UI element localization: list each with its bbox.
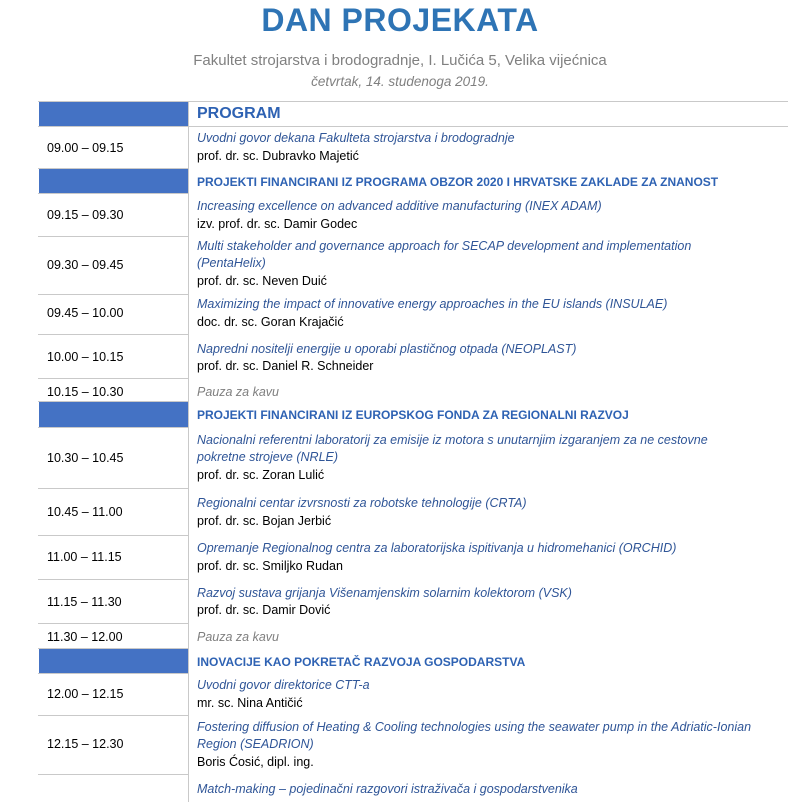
talk-title: Razvoj sustava grijanja Višenamjenskim solarnim kolektorom (VSK) — [197, 586, 572, 600]
row-line — [38, 579, 188, 580]
time-slot: 11.00 – 11.15 — [47, 550, 122, 564]
row-line — [38, 623, 188, 624]
section-title-efrr: PROJEKTI FINANCIRANI IZ EUROPSKOG FONDA ZA REGIONALNI RAZVOJ — [197, 408, 629, 422]
row-line — [38, 236, 188, 237]
section-bar — [39, 169, 188, 193]
event-date: četvrtak, 14. studenoga 2019. — [311, 74, 489, 89]
coffee-break: Pauza za kavu — [197, 385, 279, 399]
talk-title: Regionalni centar izvrsnosti za robotske tehnologije (CRTA) — [197, 496, 527, 510]
time-slot: 10.00 – 10.15 — [47, 350, 124, 364]
time-slot: 09.00 – 09.15 — [47, 141, 124, 155]
talk-speaker: prof. dr. sc. Neven Duić — [197, 274, 327, 288]
event-title: DAN PROJEKATA — [261, 2, 539, 38]
time-slot: 10.15 – 10.30 — [47, 385, 124, 399]
talk-title: Increasing excellence on advanced additive manufacturing (INEX ADAM) — [197, 199, 602, 213]
column-divider — [188, 102, 189, 802]
talk-title: Uvodni govor dekana Fakulteta strojarstva i brodogradnje — [197, 131, 515, 145]
row-line — [38, 334, 188, 335]
time-slot: 10.30 – 10.45 — [47, 451, 124, 465]
talk-title: Maximizing the impact of innovative energy approaches in the EU islands (INSULAE) — [197, 297, 668, 311]
section-title-obzor: PROJEKTI FINANCIRANI IZ PROGRAMA OBZOR 2020 I HRVATSKE ZAKLADE ZA ZNANOST — [197, 175, 719, 189]
section-title-inovacije: INOVACIJE KAO POKRETAČ RAZVOJA GOSPODARSTVA — [197, 655, 526, 669]
talk-title: Nacionalni referentni laboratorij za emisije iz motora s unutarnjim izgaranjem za ne cestovne pokretne strojeve (NRLE) — [197, 433, 708, 464]
talk-speaker: prof. dr. sc. Damir Dović — [197, 603, 331, 617]
talk-speaker: Boris Ćosić, dipl. ing. — [197, 755, 314, 769]
row-line — [38, 294, 188, 295]
row-line — [38, 715, 188, 716]
talk-title: Uvodni govor direktorice CTT-a — [197, 678, 370, 692]
time-slot: 11.15 – 11.30 — [47, 595, 122, 609]
talk-title: Multi stakeholder and governance approach for SECAP development and implementation (PentaHelix) — [197, 239, 692, 270]
talk-speaker: izv. prof. dr. sc. Damir Godec — [197, 217, 358, 231]
talk-title: Napredni nositelji energije u oporabi plastičnog otpada (NEOPLAST) — [197, 342, 577, 356]
row-line — [38, 535, 188, 536]
row-line — [38, 774, 188, 775]
talk-speaker: prof. dr. sc. Dubravko Majetić — [197, 149, 359, 163]
event-venue: Fakultet strojarstva i brodogradnje, I. Lučića 5, Velika vijećnica — [193, 52, 607, 69]
time-slot: 12.00 – 12.15 — [47, 687, 124, 701]
talk-speaker: mr. sc. Nina Antičić — [197, 696, 303, 710]
talk-speaker: prof. dr. sc. Zoran Lulić — [197, 468, 325, 482]
talk-title: Opremanje Regionalnog centra za laboratorijska ispitivanja u hidromehanici (ORCHID) — [197, 541, 677, 555]
row-line — [38, 126, 788, 127]
row-line — [38, 193, 188, 194]
time-slot: 12.15 – 12.30 — [47, 737, 124, 751]
talk-speaker: prof. dr. sc. Daniel R. Schneider — [197, 359, 374, 373]
talk-speaker: doc. dr. sc. Goran Krajačić — [197, 315, 344, 329]
talk-speaker: prof. dr. sc. Smiljko Rudan — [197, 559, 343, 573]
time-slot: 09.15 – 09.30 — [47, 208, 124, 222]
row-line — [38, 378, 188, 379]
row-line — [38, 673, 188, 674]
section-bar — [39, 102, 188, 126]
time-slot: 09.45 – 10.00 — [47, 306, 124, 320]
section-bar — [39, 649, 188, 673]
talk-title: Fostering diffusion of Heating & Cooling technologies using the seawater pump in the Adriatic-Ionian Region (SEADRION) — [197, 720, 752, 751]
section-bar — [39, 402, 188, 427]
talk-speaker: prof. dr. sc. Bojan Jerbić — [197, 514, 332, 528]
row-line — [38, 488, 188, 489]
row-line — [38, 427, 188, 428]
time-slot: 09.30 – 09.45 — [47, 258, 124, 272]
section-title-program: PROGRAM — [197, 105, 281, 122]
time-slot: 10.45 – 11.00 — [47, 505, 123, 519]
time-slot: 11.30 – 12.00 — [47, 630, 123, 644]
talk-title: Match-making – pojedinačni razgovori istraživača i gospodarstvenika — [197, 782, 578, 796]
coffee-break: Pauza za kavu — [197, 630, 279, 644]
